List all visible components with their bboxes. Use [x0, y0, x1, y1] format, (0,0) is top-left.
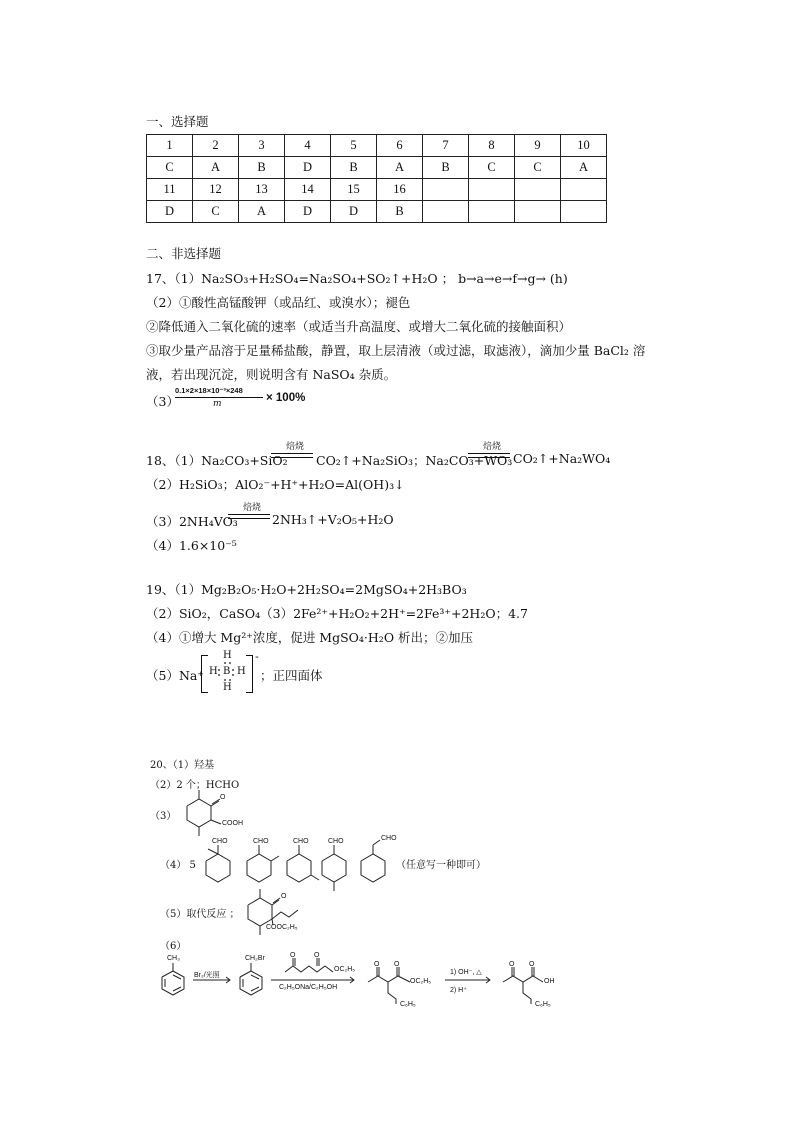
bracket-right — [246, 655, 253, 693]
atom-h: H — [223, 682, 232, 693]
c6h5-label: C₆H₅ — [400, 1001, 416, 1008]
atom-o: O — [281, 893, 287, 900]
reagent-3a: 1) OH⁻, △ — [450, 969, 482, 976]
table-cell — [469, 179, 515, 201]
condition-label: 焙烧 — [286, 442, 305, 452]
table-row — [147, 135, 607, 157]
table-cell: B — [239, 157, 285, 179]
atom-o: O — [394, 961, 400, 968]
equals-sign — [228, 514, 270, 519]
reagent-2: C₂H₅ONa/C₂H₅OH — [279, 984, 338, 991]
table-cell: 8 — [469, 135, 515, 157]
q18-line3b: 2NH₃↑+V₂O₅+H₂O — [272, 512, 394, 527]
atom-b: B — [223, 666, 231, 677]
table-cell: A — [561, 157, 607, 179]
oc2h5-label: OC₂H₅ — [410, 978, 432, 985]
q17-line5: 液，若出现沉淀，则说明含有 NaSO₄ 杂质。 — [146, 367, 397, 382]
table-row — [147, 157, 607, 179]
atom-h: H — [209, 666, 218, 677]
equals-sign — [468, 453, 510, 458]
table-cell: C — [515, 157, 561, 179]
ester-label: COOC₂H₅ — [266, 924, 298, 931]
cho-label: CHO — [253, 838, 269, 845]
bracket-left — [201, 655, 208, 693]
table-row — [147, 201, 607, 223]
c6h5-label: C₆H₅ — [535, 1001, 551, 1008]
q20-line4: （4） 5 — [160, 860, 196, 871]
table-cell: 16 — [377, 179, 423, 201]
condition-label: 焙烧 — [483, 442, 502, 452]
q20-line5: （5）取代反应 ； — [160, 909, 240, 920]
fraction-bar — [175, 397, 263, 398]
q19-line4-suffix: ；正四面体 — [260, 668, 323, 683]
equals-sign — [271, 453, 313, 458]
cho-label: CHO — [328, 838, 344, 845]
q20-line6: （6） — [160, 941, 187, 952]
table-cell: 1 — [147, 135, 193, 157]
table-cell — [561, 201, 607, 223]
oh-label: OH — [544, 978, 555, 985]
table-cell: A — [239, 201, 285, 223]
atom-h: H — [237, 666, 246, 677]
answer-table — [146, 134, 607, 223]
q18-line1b: CO₂↑+Na₂SiO₃；Na₂CO₃+WO₃ — [316, 453, 513, 468]
atom-o: O — [374, 961, 380, 968]
reagent-3b: 2) H⁺ — [450, 987, 467, 994]
fraction-numerator: 0.1×2×18×10⁻³×248 — [175, 386, 243, 395]
q19-line3: （4）①增大 Mg²⁺浓度，促进 MgSO₄·H₂O 析出；②加压 — [146, 630, 474, 645]
atom-h: H — [223, 650, 232, 661]
table-cell — [423, 179, 469, 201]
atom-o: O — [290, 952, 296, 959]
table-cell: 13 — [239, 179, 285, 201]
reagent-1: Br₂/光照 — [194, 972, 220, 979]
section-choice-title: 一、选择题 — [146, 114, 209, 129]
atom-o: O — [314, 952, 320, 959]
q19-line4-prefix: （5）Na⁺ — [146, 668, 204, 683]
table-cell: C — [147, 157, 193, 179]
cho-label: CHO — [381, 835, 397, 842]
cooh-label: COOH — [222, 820, 243, 827]
fraction-denominator: m — [213, 399, 222, 409]
q20-line3: （3） — [150, 811, 177, 822]
table-row — [147, 179, 607, 201]
q18-line4: （4）1.6×10⁻⁵ — [146, 538, 237, 553]
table-cell: 12 — [193, 179, 239, 201]
table-cell: D — [285, 157, 331, 179]
table-cell: C — [469, 157, 515, 179]
cho-label: CHO — [293, 838, 309, 845]
q20-line1: 20、（1）羟基 — [150, 760, 215, 771]
table-cell: B — [331, 157, 377, 179]
table-cell — [515, 201, 561, 223]
q17-line6-prefix: （3） — [146, 394, 179, 409]
table-cell: D — [147, 201, 193, 223]
table-cell: 9 — [515, 135, 561, 157]
table-cell: 4 — [285, 135, 331, 157]
synthesis-route — [0, 0, 1, 1]
charge-label: - — [255, 650, 259, 663]
table-cell: A — [377, 157, 423, 179]
table-cell — [469, 201, 515, 223]
q17-line1: 17、（1）Na₂SO₃+H₂SO₄=Na₂SO₄+SO₂↑+H₂O ； b→a→e→f→g→ (h) — [146, 271, 568, 286]
atom-o: O — [529, 961, 535, 968]
table-cell: 5 — [331, 135, 377, 157]
fraction-suffix: × 100% — [266, 392, 306, 404]
q17-line3: ②降低通入二氧化硫的速率（或适当升高温度、或增大二氧化硫的接触面积） — [146, 319, 572, 334]
q18-line2: （2）H₂SiO₃；AlO₂⁻+H⁺+H₂O=Al(OH)₃↓ — [146, 477, 405, 492]
table-cell — [515, 179, 561, 201]
q17-line2: （2）①酸性高锰酸钾（或品红、或溴水）；褪色 — [146, 295, 411, 310]
ch2br-label: CH₂Br — [245, 955, 265, 962]
q19-line1: 19、（1）Mg₂B₂O₅·H₂O+2H₂SO₄=2MgSO₄+2H₃BO₃ — [146, 582, 467, 597]
table-cell: 7 — [423, 135, 469, 157]
table-cell: 3 — [239, 135, 285, 157]
table-cell — [423, 201, 469, 223]
ch3-label: CH₃ — [167, 955, 180, 962]
table-cell: 15 — [331, 179, 377, 201]
table-cell: 11 — [147, 179, 193, 201]
q18-line1c: CO₂↑+Na₂WO₄ — [513, 451, 611, 466]
table-cell: C — [193, 201, 239, 223]
atom-o: O — [220, 794, 226, 801]
table-cell: B — [377, 201, 423, 223]
cho-label: CHO — [212, 838, 228, 845]
table-cell: 14 — [285, 179, 331, 201]
q17-line4: ③取少量产品溶于足量稀盐酸，静置，取上层清液（或过滤，取滤液），滴加少量 BaCl₂ 溶 — [146, 343, 646, 358]
table-cell: D — [285, 201, 331, 223]
table-cell: 2 — [193, 135, 239, 157]
table-cell — [561, 179, 607, 201]
oc2h5-label: OC₂H₅ — [334, 966, 356, 973]
table-cell: A — [193, 157, 239, 179]
q20-line4-note: （任意写一种即可） — [396, 860, 486, 871]
section-nonchoice-title: 二、非选择题 — [146, 246, 222, 261]
table-cell: 10 — [561, 135, 607, 157]
table-cell: D — [331, 201, 377, 223]
q18-line1a: 18、（1）Na₂CO₃+SiO₂ — [146, 453, 288, 468]
condition-label: 焙烧 — [243, 503, 262, 513]
q18-line3a: （3）2NH₄VO₃ — [146, 514, 238, 529]
q20-line2: （2）2 个；HCHO — [150, 780, 240, 791]
atom-o: O — [509, 961, 515, 968]
table-cell: 6 — [377, 135, 423, 157]
table-cell: B — [423, 157, 469, 179]
q19-line2: （2）SiO₂，CaSO₄（3）2Fe²⁺+H₂O₂+2H⁺=2Fe³⁺+2H₂O；4.7 — [146, 606, 528, 621]
